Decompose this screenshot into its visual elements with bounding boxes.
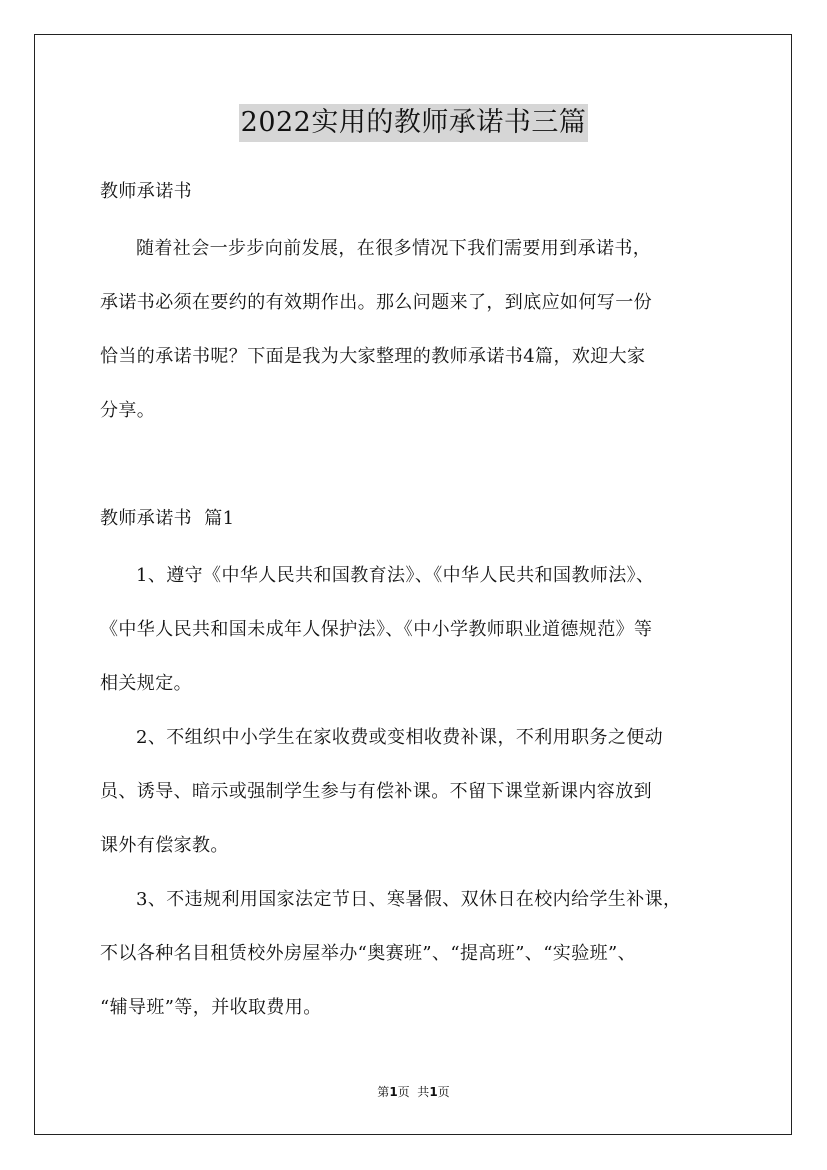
- intro-line-2: 承诺书必须在要约的有效期作出。那么问题来了，到底应如何写一份: [100, 292, 652, 313]
- section1-line-4: 2、不组织中小学生在家收费或变相收费补课，不利用职务之便动: [136, 727, 664, 748]
- section1-line-8: 不以各种名目租赁校外房屋举办“奥赛班”、“提高班”、“实验班”、: [100, 943, 637, 964]
- title-container: [0, 104, 827, 142]
- document-title: 2022实用的教师承诺书三篇: [239, 104, 589, 142]
- footer-mid: 页 共: [397, 1085, 430, 1099]
- intro-line-3: 恰当的承诺书呢？下面是我为大家整理的教师承诺书4篇，欢迎大家: [100, 346, 646, 367]
- footer-suffix: 页: [437, 1085, 450, 1099]
- section1-line-6: 课外有偿家教。: [100, 835, 229, 856]
- footer-current-page: 1: [389, 1085, 398, 1099]
- intro-line-1: 随着社会一步步向前发展，在很多情况下我们需要用到承诺书，: [136, 238, 652, 259]
- section1-line-3: 相关规定。: [100, 673, 192, 694]
- intro-heading: 教师承诺书: [100, 181, 192, 202]
- section1-heading: 教师承诺书 篇1: [100, 508, 235, 529]
- page-footer: [0, 1085, 827, 1099]
- section1-line-7: 3、不违规利用国家法定节日、寒暑假、双休日在校内给学生补课，: [136, 889, 682, 910]
- section1-line-1: 1、遵守《中华人民共和国教育法》、《中华人民共和国教师法》、: [136, 565, 655, 586]
- section1-line-2: 《中华人民共和国未成年人保护法》、《中小学教师职业道德规范》等: [100, 619, 653, 640]
- footer-prefix: 第: [377, 1085, 390, 1099]
- footer-total-pages: 1: [429, 1085, 438, 1099]
- section1-line-9: “辅导班”等，并收取费用。: [100, 997, 322, 1018]
- section1-line-5: 员、诱导、暗示或强制学生参与有偿补课。不留下课堂新课内容放到: [100, 781, 652, 802]
- intro-line-4: 分享。: [100, 400, 156, 421]
